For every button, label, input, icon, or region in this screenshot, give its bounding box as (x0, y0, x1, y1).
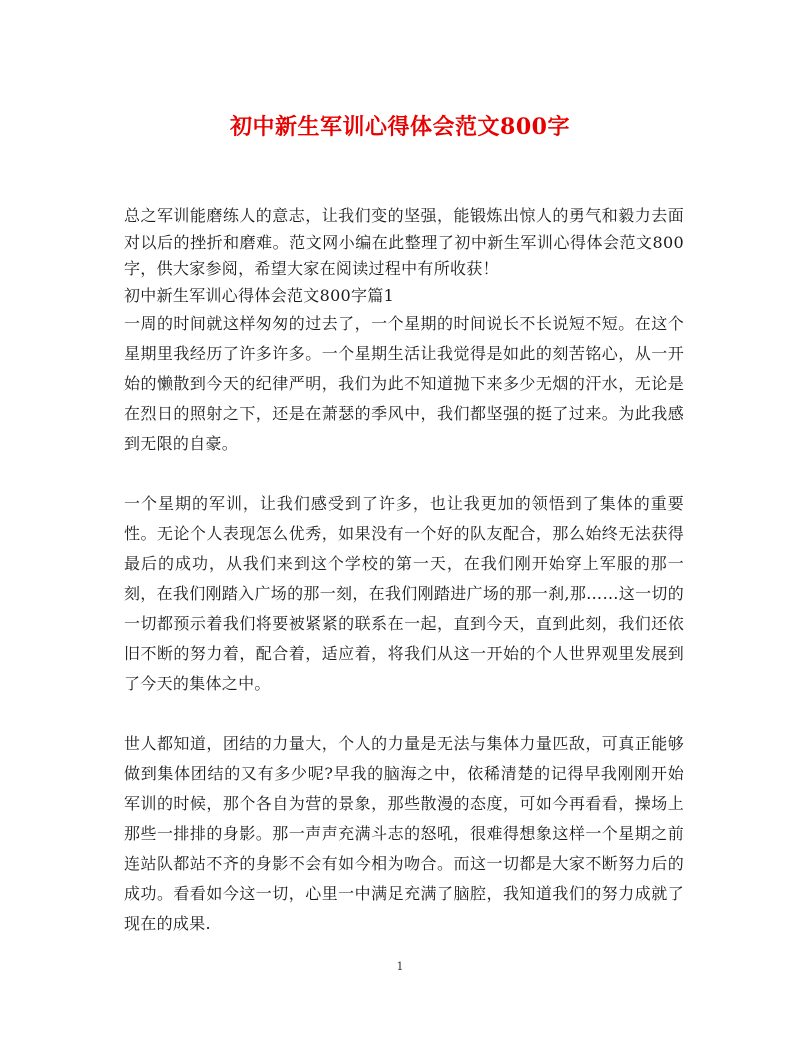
paragraph-gap (124, 699, 684, 729)
section-heading: 初中新生军训心得体会范文800字篇1 (124, 285, 395, 305)
paragraph-gap (124, 459, 684, 489)
intro-paragraph: 总之军训能磨练人的意志，让我们变的坚强，能锻炼出惊人的勇气和毅力去面对以后的挫折和磨难。范文网小编在此整理了初中新生军训心得体会范文800字，供大家参阅，希望大家在阅读过程中有所收获！ (124, 206, 684, 278)
document-body (124, 203, 684, 939)
body-paragraph-3: 世人都知道，团结的力量大，个人的力量是无法与集体力量匹敌，可真正能够做到集体团结的又有多少呢?早我的脑海之中，依稀清楚的记得早我刚刚开始军训的时候，那个各自为营的景象，那些散漫的态度，可如今再看看，操场上那些一排排的身影。那一声声充满斗志的怒吼，很难得想象这样一个星期之前连站队都站不齐的身影不会有如今相为吻合。而这一切都是大家不断努力后的成功。看看如今这一切，心里一中满足充满了脑腔，我知道我们的努力成就了现在的成果. (124, 734, 684, 933)
page-number: 1 (396, 960, 404, 973)
body-paragraph-1: 一周的时间就这样匆匆的过去了，一个星期的时间说长不长说短不短。在这个星期里我经历了许多许多。一个星期生活让我觉得是如此的刻苦铭心，从一开始的懒散到今天的纪律严明，我们为此不知道抛下来多少无烟的汗水，无论是在烈日的照射之下，还是在萧瑟的季风中，我们都坚强的挺了过来。为此我感到无限的自豪。 (124, 314, 684, 453)
document-title: 初中新生军训心得体会范文800字 (230, 114, 570, 140)
body-paragraph-2: 一个星期的军训，让我们感受到了许多，也让我更加的领悟到了集体的重要性。无论个人表现怎么优秀，如果没有一个好的队友配合，那么始终无法获得最后的成功，从我们来到这个学校的第一天，在我们刚开始穿上军服的那一刻，在我们刚踏入广场的那一刻，在我们刚踏进广场的那一刹,那……这一切的一切都预示着我们将要被紧紧的联系在一起，直到今天，直到此刻，我们还依旧不断的努力着，配合着，适应着，将我们从这一开始的个人世界观里发展到了今天的集体之中。 (124, 494, 684, 693)
